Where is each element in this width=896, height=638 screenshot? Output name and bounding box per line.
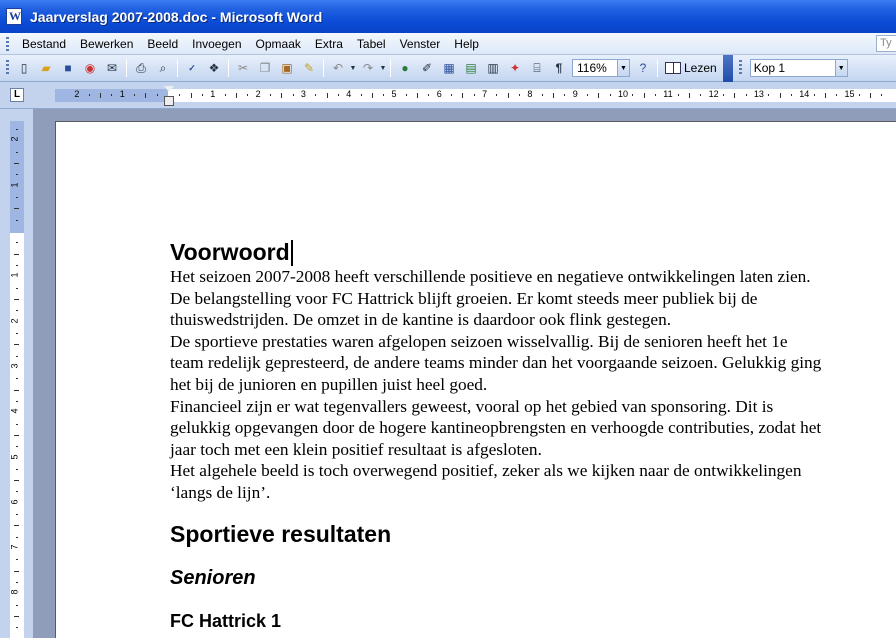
standard-toolbar [0, 55, 896, 82]
help-icon: ? [639, 61, 647, 75]
body-text[interactable] [170, 266, 896, 504]
printer-icon: ⎙ [136, 60, 146, 75]
excel-sheet-icon: ▤ [465, 61, 477, 75]
menu-help[interactable]: Help [454, 36, 479, 51]
vruler-tick [16, 537, 18, 538]
vruler-tick [16, 265, 18, 266]
redo-dropdown[interactable]: ▼ [379, 64, 387, 72]
ruler-tick [768, 94, 769, 96]
print-preview-icon: ⌕ [159, 60, 167, 75]
insert-hyperlink-button[interactable] [395, 58, 415, 78]
ruler-tick [836, 94, 837, 96]
title-bar [0, 0, 896, 33]
help-button[interactable] [633, 58, 653, 78]
vruler-tick [14, 254, 19, 255]
ruler-tick [870, 93, 871, 98]
vruler-tick [14, 435, 19, 436]
ruler-tick [814, 94, 815, 96]
first-line-indent-marker[interactable] [164, 86, 174, 92]
ruler-tick [270, 94, 271, 96]
word-document-icon[interactable] [6, 8, 22, 25]
read-button[interactable] [661, 58, 721, 78]
read-button-label: Lezen [684, 61, 717, 75]
ruler-number: 7 [482, 89, 488, 99]
ruler-tick [655, 94, 656, 96]
vruler-tick [16, 627, 18, 628]
tab-selector[interactable]: L [10, 88, 24, 102]
ruler-tick [598, 93, 599, 98]
ruler-tick [474, 94, 475, 96]
book-icon [665, 62, 681, 74]
vruler-number: 4 [9, 408, 20, 414]
menu-extra[interactable]: Extra [314, 36, 343, 51]
redo-icon: ↷ [362, 61, 374, 75]
vruler-tick [16, 446, 18, 447]
ruler-tick [564, 94, 565, 96]
ruler-tick [338, 94, 339, 96]
ruler-tick [236, 93, 237, 98]
vruler-tick [16, 514, 18, 515]
document-content[interactable] [170, 232, 896, 635]
ruler-number: 6 [436, 89, 442, 99]
ruler-number: 12 [708, 89, 719, 99]
vruler-tick [16, 152, 18, 153]
title-text: Voorwoord [170, 239, 290, 265]
ruler-tick [293, 94, 294, 96]
toolbar-separator [323, 59, 324, 77]
paragraph-line: thuiswedstrijden. De omzet in de kantine is daardoor ook flink gestegen. [170, 310, 672, 330]
document-workspace [33, 109, 896, 638]
vruler-number: 2 [9, 136, 20, 142]
ruler-tick [632, 94, 633, 96]
ruler-tick [542, 94, 543, 96]
ruler-tick [157, 94, 158, 96]
vruler-tick [16, 333, 18, 334]
document-map-button[interactable] [527, 58, 547, 78]
table-grid-icon: ▦ [443, 61, 455, 75]
ruler-strip [55, 89, 896, 102]
vruler-number: 2 [9, 318, 20, 324]
ruler-number: 8 [527, 89, 533, 99]
zoom-select[interactable] [572, 59, 630, 77]
left-indent-marker[interactable] [164, 96, 174, 106]
paragraph-line: Het algehele beeld is toch overwegend positief, zeker als we kijken naar de ontwikkelingen [170, 461, 802, 481]
vruler-tick [14, 299, 19, 300]
scissors-icon: ✂ [237, 61, 249, 75]
ruler-number: 2 [255, 89, 261, 99]
paragraph-line: gelukkig opgevangen door de hogere kantineopbrengsten en verhoogde contributies, zodat het [170, 418, 822, 438]
ruler-tick [383, 94, 384, 96]
copy-icon: ❐ [259, 61, 271, 75]
email-icon: ✉ [106, 61, 118, 75]
spelling-check-icon: ✓ [188, 62, 196, 73]
tables-borders-button[interactable] [417, 58, 437, 78]
vruler-tick [14, 525, 19, 526]
ruler-number: 5 [391, 89, 397, 99]
ruler-tick [734, 93, 735, 98]
ruler-tick [587, 94, 588, 96]
paste-button[interactable] [277, 58, 297, 78]
ruler-tick [111, 94, 112, 96]
vruler-tick [16, 197, 18, 198]
vruler-tick [16, 582, 18, 583]
heading-sportieve-resultaten[interactable]: Sportieve resultaten [170, 520, 392, 547]
toolbar-grip-handle[interactable] [6, 60, 9, 76]
vruler-number: 1 [9, 182, 20, 188]
vruler-tick [16, 288, 18, 289]
vruler-strip [10, 121, 24, 638]
paragraph-line: team redelijk gepresteerd, de andere teams minder dan het voorgaande seizoen. Gelukkig ging [170, 353, 822, 373]
menu-opmaak[interactable]: Opmaak [255, 36, 301, 51]
toolbar-separator [177, 59, 178, 77]
ruler-tick [780, 93, 781, 98]
ruler-tick [451, 94, 452, 96]
ruler-number: 14 [799, 89, 810, 99]
ruler-number: 10 [618, 89, 629, 99]
pilcrow-icon: ¶ [555, 61, 563, 75]
ruler-tick [361, 94, 362, 96]
document-page[interactable] [55, 121, 896, 638]
research-icon: ❖ [208, 61, 220, 75]
ruler-tick [417, 93, 418, 98]
paintbrush-icon: ✎ [303, 61, 315, 75]
vruler-number: 6 [9, 499, 20, 505]
open-button[interactable] [36, 58, 56, 78]
vruler-tick [16, 242, 18, 243]
ruler-number: 3 [300, 89, 306, 99]
style-select[interactable] [750, 59, 848, 77]
document-title[interactable] [170, 232, 896, 266]
ruler-tick [372, 93, 373, 98]
floppy-icon: ■ [64, 61, 72, 75]
menu-venster[interactable]: Venster [399, 36, 441, 51]
vruler-tick [14, 344, 19, 345]
toolbar-options-chevron[interactable] [723, 55, 733, 82]
vruler-tick [16, 469, 18, 470]
vruler-tick [16, 378, 18, 379]
ruler-number: 4 [346, 89, 352, 99]
vruler-tick [14, 163, 19, 164]
document-map-icon: ⌸ [533, 60, 541, 75]
paragraph-line: De belangstelling voor FC Hattrick blijft groeien. Er komt steeds meer publiek bij de [170, 288, 758, 308]
vruler-tick [14, 616, 19, 617]
ruler-tick [508, 93, 509, 98]
ruler-number: 11 [663, 89, 673, 99]
new-document-icon: ▯ [20, 61, 28, 75]
toolbar-separator [390, 59, 391, 77]
ruler-tick [610, 94, 611, 96]
vruler-tick [16, 310, 18, 311]
menu-bar [0, 33, 896, 55]
vruler-tick [16, 220, 18, 221]
vruler-number: 7 [9, 544, 20, 550]
vruler-tick [16, 356, 18, 357]
vruler-tick [14, 571, 19, 572]
help-search-input[interactable]: Ty [876, 35, 896, 52]
vruler-tick [14, 480, 19, 481]
undo-button[interactable] [328, 58, 348, 78]
cut-button[interactable] [233, 58, 253, 78]
ruler-tick [247, 94, 248, 96]
vruler-tick [14, 390, 19, 391]
columns-icon: ▥ [487, 61, 499, 75]
ruler-tick [859, 94, 860, 96]
horizontal-ruler[interactable] [0, 82, 896, 109]
folder-icon: ▰ [41, 61, 51, 75]
ruler-tick [315, 94, 316, 96]
ruler-number: 2 [74, 89, 80, 99]
ruler-number: 15 [844, 89, 855, 99]
ruler-tick [825, 93, 826, 98]
ruler-tick [723, 94, 724, 96]
ruler-tick [881, 94, 882, 96]
ruler-tick [191, 93, 192, 98]
ruler-tick [553, 93, 554, 98]
paragraph-line: het bij de junioren en pupillen juist heel goed. [170, 374, 488, 394]
menu-bestand[interactable]: Bestand [22, 36, 67, 51]
email-button[interactable] [102, 58, 122, 78]
print-preview-button[interactable] [153, 58, 173, 78]
ruler-tick [202, 94, 203, 96]
research-button[interactable] [204, 58, 224, 78]
paragraph-line: jaar toch met een klein positief resultaat is afgesloten. [170, 439, 542, 459]
toolbar-separator [228, 59, 229, 77]
vruler-number: 3 [9, 363, 20, 369]
vruler-number: 8 [9, 589, 20, 595]
menu-tabel[interactable]: Tabel [356, 36, 386, 51]
text-cursor [291, 240, 293, 266]
toolbar-separator [126, 59, 127, 77]
ruler-number: 1 [210, 89, 216, 99]
ruler-tick [225, 94, 226, 96]
ruler-number: 13 [753, 89, 764, 99]
ruler-tick [89, 94, 90, 96]
ruler-tick [462, 93, 463, 98]
drawing-button[interactable] [505, 58, 525, 78]
menu-grip-handle[interactable] [6, 37, 9, 51]
vruler-tick [16, 605, 18, 606]
ruler-tick [281, 93, 282, 98]
insert-excel-button[interactable] [461, 58, 481, 78]
ruler-tick [678, 94, 679, 96]
ruler-tick [700, 94, 701, 96]
drawing-icon: ✦ [509, 61, 521, 75]
vruler-tick [16, 174, 18, 175]
ruler-tick [746, 94, 747, 96]
columns-button[interactable] [483, 58, 503, 78]
undo-dropdown[interactable]: ▼ [349, 64, 357, 72]
chevron-down-icon[interactable]: ▼ [835, 60, 847, 76]
menu-bewerken[interactable]: Bewerken [80, 36, 134, 51]
vruler-number: 5 [9, 453, 20, 460]
show-hide-button[interactable] [549, 58, 569, 78]
draw-table-icon: ✐ [421, 61, 433, 75]
zoom-value: 116% [577, 61, 607, 75]
globe-link-icon: ● [401, 61, 409, 75]
insert-table-button[interactable] [439, 58, 459, 78]
save-button[interactable] [58, 58, 78, 78]
vruler-tick [16, 424, 18, 425]
ruler-tick [145, 93, 146, 98]
ruler-tick [428, 94, 429, 96]
ruler-tick [496, 94, 497, 96]
permission-button[interactable] [80, 58, 100, 78]
ruler-tick [791, 94, 792, 96]
ruler-tick [134, 94, 135, 96]
ruler-number: 1 [119, 89, 125, 99]
chevron-down-icon[interactable]: ▼ [617, 60, 629, 76]
ruler-tick [689, 93, 690, 98]
window-title: Jaarverslag 2007-2008.doc - Microsoft Word [30, 8, 323, 25]
paragraph-line: De sportieve prestaties waren afgelopen seizoen wisselvallig. Bij de senioren heeft het 1e [170, 331, 788, 351]
print-button[interactable] [131, 58, 151, 78]
ruler-number: 9 [572, 89, 578, 99]
vruler-tick [16, 401, 18, 402]
undo-icon: ↶ [332, 61, 344, 75]
vruler-tick [16, 129, 18, 130]
paragraph-line: Het seizoen 2007-2008 heeft verschillende positieve en negatieve ontwikkelingen laten zien. [170, 267, 811, 286]
permission-icon: ◉ [84, 61, 96, 75]
ruler-tick [179, 94, 180, 96]
clipboard-icon: ▣ [281, 61, 293, 75]
paragraph-line: Financieel zijn er wat tegenvallers geweest, vooral op het gebied van sponsoring. Dit is [170, 396, 774, 416]
menu-beeld[interactable]: Beeld [147, 36, 179, 51]
toolbar-grip-handle[interactable] [739, 60, 742, 76]
vruler-tick [16, 559, 18, 560]
spelling-button[interactable] [182, 58, 202, 78]
toolbar-separator [657, 59, 658, 77]
ruler-tick [100, 93, 101, 98]
redo-button[interactable] [358, 58, 378, 78]
heading-senioren[interactable]: Senioren [170, 566, 256, 589]
style-value: Kop 1 [753, 61, 786, 75]
format-painter-button[interactable] [299, 58, 319, 78]
vruler-number: 1 [9, 272, 20, 278]
ruler-tick [406, 94, 407, 96]
vruler-tick [16, 491, 18, 492]
menu-invoegen[interactable]: Invoegen [192, 36, 242, 51]
vruler-tick [14, 208, 19, 209]
paragraph-line: ‘langs de lijn’. [170, 482, 271, 502]
ruler-tick [644, 93, 645, 98]
new-document-button[interactable] [14, 58, 34, 78]
ruler-tick [327, 93, 328, 98]
ruler-tick [519, 94, 520, 96]
heading-fc-hattrick-1[interactable]: FC Hattrick 1 [170, 610, 282, 631]
copy-button[interactable] [255, 58, 275, 78]
vertical-ruler[interactable] [0, 109, 33, 638]
